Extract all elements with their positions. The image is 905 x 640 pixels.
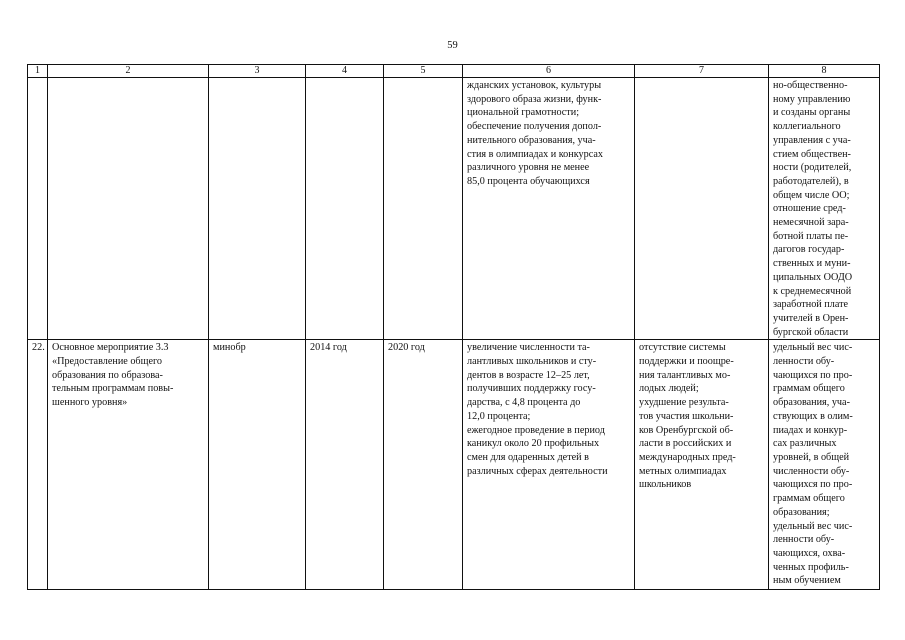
text-line: дагогов государ- — [773, 244, 845, 256]
text-line: чающихся, охва- — [773, 547, 846, 559]
start-year-cell — [306, 78, 384, 340]
text-line: граммам общего — [773, 383, 845, 395]
text-line: 85,0 процента обучающихся — [467, 175, 590, 187]
column-header: 1 — [28, 65, 48, 78]
text-line: образования по образова- — [52, 369, 163, 381]
row-number-cell: 22. — [28, 340, 48, 590]
indicators-cell — [769, 340, 880, 590]
measures-table — [27, 64, 880, 590]
text-line: шенного уровня» — [52, 397, 128, 409]
consequences-cell — [635, 78, 769, 340]
text-line: к среднемесячной — [773, 285, 852, 297]
text-line: лодых людей; — [639, 383, 699, 395]
expected-result-cell — [463, 340, 635, 590]
executor-cell — [209, 78, 306, 340]
text-line: дарства, с 4,8 процента до — [467, 397, 581, 409]
consequences-cell — [635, 340, 769, 590]
text-line: получивших поддержку госу- — [467, 383, 596, 395]
text-line: общем числе ОО; — [773, 189, 850, 201]
text-line: циональной грамотности; — [467, 107, 580, 119]
measure-name-cell — [48, 340, 209, 590]
text-line: ным обучением — [773, 575, 841, 587]
text-line: стием обществен- — [773, 148, 851, 160]
text-line: «Предоставление общего — [52, 356, 162, 368]
text-line: школьников — [639, 479, 692, 491]
text-line: стия в олимпиадах и конкурсах — [467, 148, 603, 160]
text-line: пиадах и конкур- — [773, 424, 848, 436]
text-line: сах различных — [773, 438, 837, 450]
text-line: удельный вес чис- — [773, 342, 853, 354]
table-row — [28, 340, 880, 590]
column-header: 4 — [306, 65, 384, 78]
text-line: дентов в возрасте 12–25 лет, — [467, 369, 590, 381]
end-year-cell — [384, 78, 463, 340]
column-header: 8 — [769, 65, 880, 78]
text-line: здорового образа жизни, функ- — [467, 93, 602, 105]
row-number-cell — [28, 78, 48, 340]
text-line: ков Оренбургской об- — [639, 424, 734, 436]
text-line: обеспечение получения допол- — [467, 121, 602, 133]
text-line: ному управлению — [773, 93, 851, 105]
column-header: 7 — [635, 65, 769, 78]
text-line: ченных профиль- — [773, 561, 849, 573]
text-line: увеличение численности та- — [467, 342, 590, 354]
text-line: чающихся по про- — [773, 369, 853, 381]
text-line: коллегиального — [773, 121, 841, 133]
text-line: бургской области — [773, 326, 849, 338]
text-line: различных сферах деятельности — [467, 465, 608, 477]
text-line: численности обу- — [773, 465, 850, 477]
text-line: смен для одаренных детей в — [467, 451, 589, 463]
expected-result-cell — [463, 78, 635, 340]
text-line: жданских установок, культуры — [467, 80, 602, 91]
text-line: немесячной зара- — [773, 217, 849, 229]
column-header: 6 — [463, 65, 635, 78]
text-line: тельным программам повы- — [52, 383, 174, 395]
text-line: учителей в Орен- — [773, 312, 849, 324]
text-line: ствующих в олим- — [773, 410, 853, 422]
indicators-cell — [769, 78, 880, 340]
column-number-row — [28, 65, 880, 78]
text-line: Основное мероприятие 3.3 — [52, 342, 169, 354]
text-line: ботной платы пе- — [773, 230, 849, 242]
text-line: заработной плате — [773, 299, 849, 311]
text-line: ласти в российских и — [639, 438, 732, 450]
start-year-cell: 2014 год — [306, 340, 384, 590]
text-line: и созданы органы — [773, 107, 851, 119]
column-header: 2 — [48, 65, 209, 78]
text-line: граммам общего — [773, 493, 845, 505]
text-line: поддержки и поощре- — [639, 356, 734, 368]
text-line: различного уровня не менее — [467, 162, 590, 174]
column-header: 5 — [384, 65, 463, 78]
text-line: управления с уча- — [773, 134, 851, 146]
text-line: ленности обу- — [773, 356, 835, 368]
text-line: ухудшение результа- — [639, 397, 729, 409]
text-line: отношение сред- — [773, 203, 846, 215]
text-line: уровней, в общей — [773, 451, 850, 463]
executor-cell: минобр — [209, 340, 306, 590]
text-line: каникул около 20 профильных — [467, 438, 600, 450]
text-line: международных пред- — [639, 451, 736, 463]
text-line: чающихся по про- — [773, 479, 853, 491]
text-line: образования; — [773, 506, 830, 518]
text-line: метных олимпиадах — [639, 465, 727, 477]
text-line: но-общественно- — [773, 80, 848, 91]
end-year-cell: 2020 год — [384, 340, 463, 590]
text-line: отсутствие системы — [639, 342, 726, 354]
measure-name-cell — [48, 78, 209, 340]
text-line: тов участия школьни- — [639, 410, 734, 422]
page-number: 59 — [447, 40, 458, 51]
text-line: удельный вес чис- — [773, 520, 853, 532]
text-line: лантливых школьников и сту- — [467, 356, 597, 368]
table-row — [28, 78, 880, 340]
text-line: образования, уча- — [773, 397, 850, 409]
text-line: работодателей), в — [773, 175, 849, 187]
text-line: ленности обу- — [773, 534, 835, 546]
text-line: ципальных ООДО — [773, 271, 853, 283]
text-line: ния талантливых мо- — [639, 369, 731, 381]
text-line: ственных и муни- — [773, 258, 851, 270]
text-line: ежегодное проведение в период — [467, 424, 605, 436]
text-line: нительного образования, уча- — [467, 134, 596, 146]
column-header: 3 — [209, 65, 306, 78]
text-line: 12,0 процента; — [467, 410, 531, 422]
text-line: ности (родителей, — [773, 162, 852, 174]
